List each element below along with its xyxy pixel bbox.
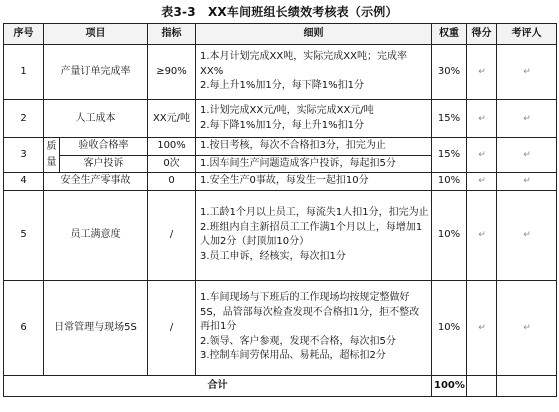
paragraph-mark-icon: ↵ bbox=[478, 113, 486, 124]
rule-line: 2.领导、客户参观，发现不合格，每次扣5分 bbox=[200, 335, 396, 347]
total-weight: 100% bbox=[432, 375, 467, 396]
header-row bbox=[4, 24, 557, 45]
rule-line: 2.每下降1%加1分，每上升1%扣1分 bbox=[200, 119, 364, 131]
indicator-cell: 0次 bbox=[148, 155, 196, 173]
paragraph-mark-icon: ↵ bbox=[523, 150, 531, 160]
reviewer-cell[interactable] bbox=[497, 100, 557, 138]
weight-cell: 15% bbox=[432, 138, 467, 173]
rules-cell bbox=[196, 45, 432, 100]
seq-cell: 1 bbox=[4, 45, 44, 100]
table-row bbox=[4, 173, 557, 191]
paragraph-mark-icon: ↵ bbox=[523, 230, 531, 240]
header-rules: 细则 bbox=[196, 24, 432, 45]
seq-cell: 6 bbox=[4, 280, 44, 375]
paragraph-mark-icon: ↵ bbox=[523, 67, 531, 77]
header-seq: 序号 bbox=[4, 24, 44, 45]
paragraph-mark-icon: ↵ bbox=[478, 176, 486, 187]
weight-cell: 10% bbox=[432, 173, 467, 191]
reviewer-cell[interactable] bbox=[497, 138, 557, 173]
weight-cell: 15% bbox=[432, 100, 467, 138]
table-row bbox=[4, 45, 557, 100]
paragraph-mark-icon: ↵ bbox=[523, 322, 531, 333]
reviewer-cell[interactable] bbox=[497, 280, 557, 375]
paragraph-mark-icon: ↵ bbox=[523, 113, 531, 124]
score-cell[interactable] bbox=[467, 45, 497, 100]
score-cell[interactable] bbox=[467, 138, 497, 173]
table-row bbox=[4, 190, 557, 280]
total-row bbox=[4, 375, 557, 396]
score-cell[interactable] bbox=[467, 100, 497, 138]
table-title: 表3-3 XX车间班组长绩效考核表（示例） bbox=[161, 5, 398, 19]
total-reviewer-cell[interactable] bbox=[497, 375, 557, 396]
weight-cell: 30% bbox=[432, 45, 467, 100]
item-cell: 客户投诉 bbox=[60, 155, 148, 173]
rules-cell bbox=[196, 190, 432, 280]
score-cell[interactable] bbox=[467, 280, 497, 375]
paragraph-mark-icon: ↵ bbox=[478, 150, 486, 160]
score-cell[interactable] bbox=[467, 173, 497, 191]
reviewer-cell[interactable] bbox=[497, 190, 557, 280]
paragraph-mark-icon: ↵ bbox=[478, 230, 486, 240]
item-cell: 产量订单完成率 bbox=[44, 45, 148, 100]
performance-table bbox=[3, 23, 557, 397]
total-score-cell[interactable] bbox=[467, 375, 497, 396]
rules-cell bbox=[196, 155, 432, 173]
rule-line: 2.每上升1%加1分，每下降1%扣1分 bbox=[200, 80, 364, 92]
rule-line: 3.员工申诉，经核实，每次扣1分 bbox=[200, 250, 346, 262]
paragraph-mark-icon: ↵ bbox=[478, 67, 486, 77]
reviewer-cell[interactable] bbox=[497, 45, 557, 100]
header-indicator: 指标 bbox=[148, 24, 196, 45]
rules-cell bbox=[196, 138, 432, 156]
rules-cell bbox=[196, 100, 432, 138]
item-cell: 日常管理与现场5S bbox=[44, 280, 148, 375]
indicator-cell: 100% bbox=[148, 138, 196, 156]
seq-cell: 3 bbox=[4, 138, 44, 173]
rule-line: 3.控制车间劳保用品、易耗品，超标扣2分 bbox=[200, 350, 386, 362]
rule-line: 1.因车间生产问题造成客户投诉，每起扣5分 bbox=[200, 157, 396, 169]
rule-line: 1.按日考核，每次不合格扣3分，扣完为止 bbox=[200, 140, 386, 151]
table-row bbox=[4, 280, 557, 375]
table-row bbox=[4, 100, 557, 138]
reviewer-cell[interactable] bbox=[497, 173, 557, 191]
rules-cell bbox=[196, 173, 432, 191]
total-label: 合计 bbox=[4, 375, 432, 396]
rule-line: 1.工龄1个月以上员工，每流失1人扣1分，扣完为止 bbox=[200, 207, 429, 218]
seq-cell: 4 bbox=[4, 173, 44, 191]
item-cell: 员工满意度 bbox=[44, 190, 148, 280]
indicator-cell: / bbox=[148, 190, 196, 280]
item-cell: 验收合格率 bbox=[60, 138, 148, 156]
seq-cell: 2 bbox=[4, 100, 44, 138]
rule-line: 1.本月计划完成XX吨，实际完成XX吨；完成率XX% bbox=[200, 51, 407, 77]
paragraph-mark-icon: ↵ bbox=[478, 322, 486, 333]
group-cell: 质量 bbox=[44, 138, 60, 173]
indicator-cell: ≥90% bbox=[148, 45, 196, 100]
header-score: 得分 bbox=[467, 24, 497, 45]
item-cell: 安全生产零事故 bbox=[44, 173, 148, 191]
rule-line: 1.计划完成XX元/吨，实际完成XX元/吨 bbox=[200, 105, 374, 116]
item-cell: 人工成本 bbox=[44, 100, 148, 138]
indicator-cell: 0 bbox=[148, 173, 196, 191]
header-item: 项目 bbox=[44, 24, 148, 45]
rules-cell bbox=[196, 280, 432, 375]
rule-line: 1.安全生产0事故，每发生一起扣10分 bbox=[200, 175, 369, 186]
rule-line: 1.车间现场与下班后的工作现场均按规定整做好5S，品管部每次检查发现不合格扣1分，拒不整改再扣1分 bbox=[200, 292, 420, 333]
table-row bbox=[4, 138, 557, 156]
weight-cell: 10% bbox=[432, 190, 467, 280]
indicator-cell: / bbox=[148, 280, 196, 375]
weight-cell: 10% bbox=[432, 280, 467, 375]
header-reviewer: 考评人 bbox=[497, 24, 557, 45]
paragraph-mark-icon: ↵ bbox=[523, 176, 531, 187]
score-cell[interactable] bbox=[467, 190, 497, 280]
seq-cell: 5 bbox=[4, 190, 44, 280]
header-weight: 权重 bbox=[432, 24, 467, 45]
indicator-cell: XX元/吨 bbox=[148, 100, 196, 138]
rule-line: 2.班组内自主新招员工工作满1个月以上，每增加1人加2分（封顶加10分） bbox=[200, 221, 423, 247]
